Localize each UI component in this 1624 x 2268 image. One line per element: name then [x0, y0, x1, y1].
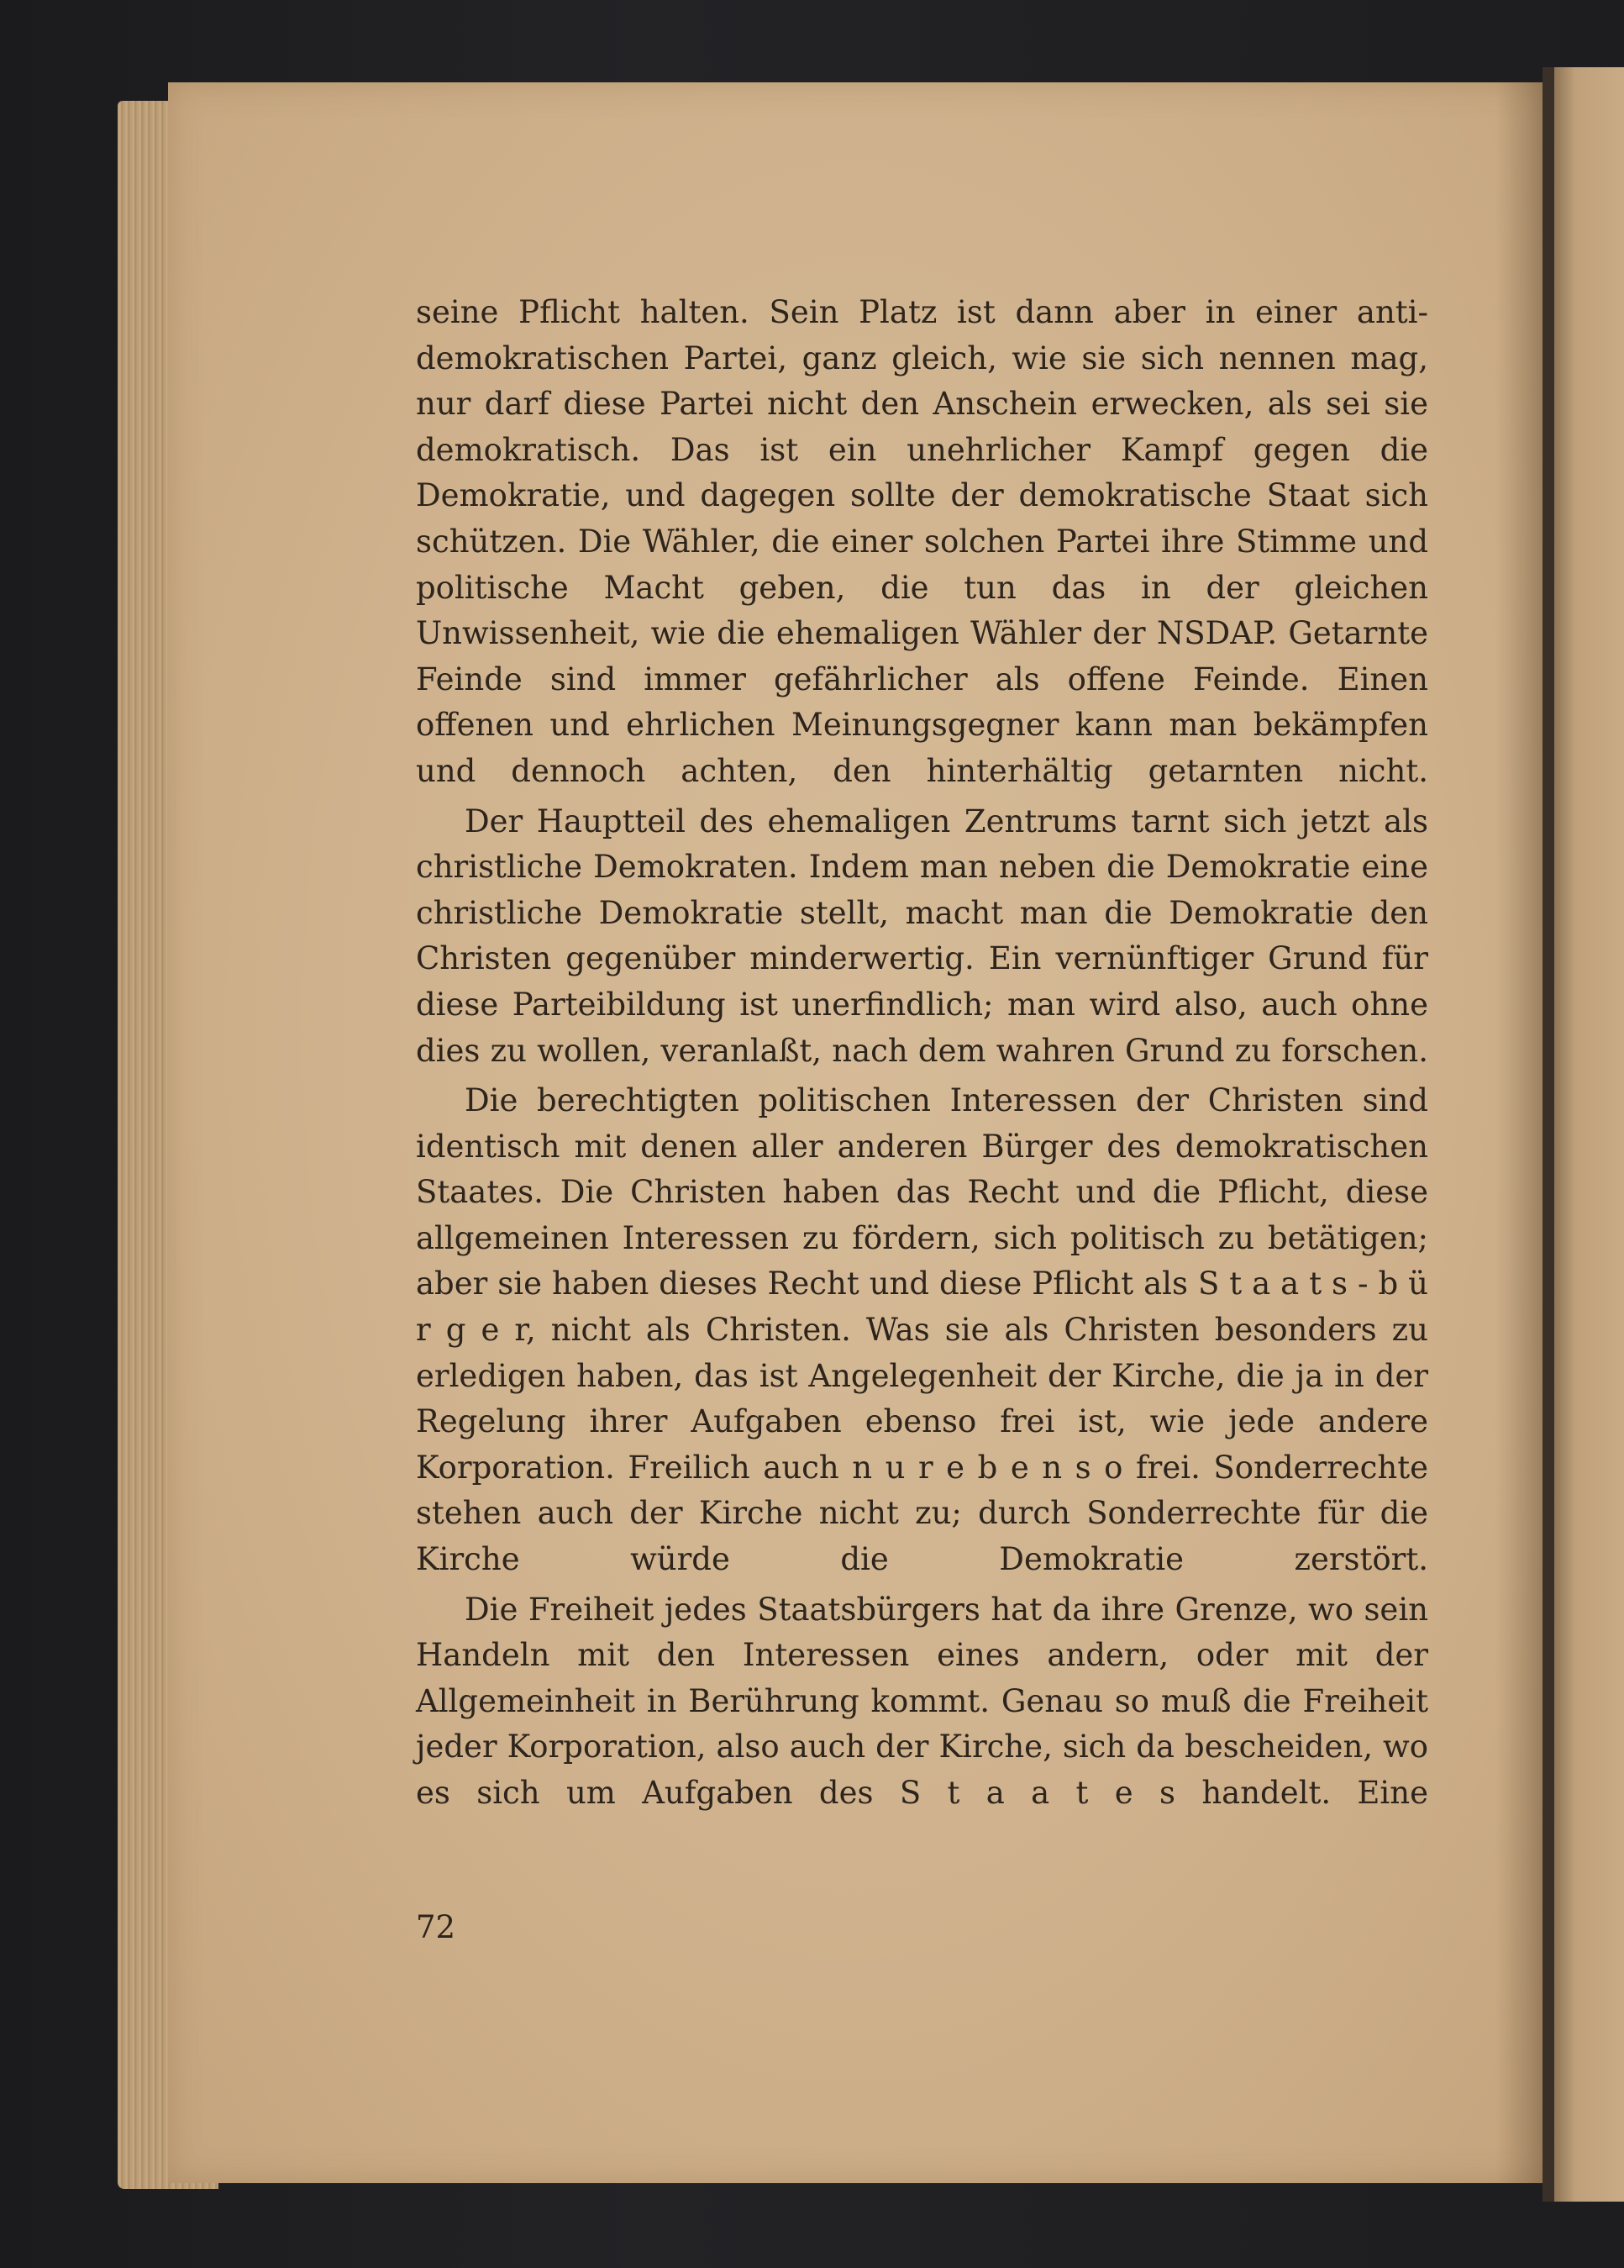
facing-page-edge [1554, 67, 1624, 2202]
paragraph-3: Die berechtigten politischen Interessen der Christen sind identisch mit denen aller anderen Bürger des demokratischen Staates. Die Christen haben das Recht und die Pflicht, diese allgemeinen Interessen zu fördern, sich politisch zu betätigen; aber sie haben dieses Recht und diese Pflicht als S t a a t s - b ü r g e r, nicht als Christen. Was sie als Christen besonders zu erledigen haben, das ist Angelegenheit der Kirche, die ja in der Regelung ihrer Aufgaben ebenso frei ist, wie jede andere Korporation. Freilich auch n u r e b e n s o frei. Sonderrechte stehen auch der Kirche nicht zu; durch Sonderrechte für die Kirche würde die Demokratie zerstört. [416, 1082, 1428, 1578]
paragraph-2: Der Hauptteil des ehemaligen Zentrums tarnt sich jetzt als christliche Demokraten. Indem man neben die Demokratie eine christliche Demokratie stellt, macht man die Demokratie den Christen gegenüber minderwertig. Ein vernünftiger Grund für diese Parteibildung ist unerfindlich; man wird also, auch ohne dies zu wollen, veranlaßt, nach dem wahren Grund zu forschen. [416, 802, 1428, 1069]
paragraph-1: seine Pflicht halten. Sein Platz ist dann aber in einer anti-demokratischen Partei, ganz gleich, wie sie sich nennen mag, nur darf diese Partei nicht den Anschein erwecken, als sei sie demokratisch. Das ist ein unehrlicher Kampf gegen die Demokratie, und dagegen sollte der demokratische Staat sich schützen. Die Wähler, die einer solchen Partei ihre Stimme und politische Macht geben, die tun das in der gleichen Unwissenheit, wie die ehemaligen Wähler der NSDAP. Getarnte Feinde sind immer gefährlicher als offene Feinde. Einen offenen und ehrlichen Meinungsgegner kann man bekämpfen und dennoch achten, den hinterhältig getarnten nicht. [416, 294, 1428, 789]
paragraph-4: Die Freiheit jedes Staatsbürgers hat da ihre Grenze, wo sein Handeln mit den Interessen eines andern, oder mit der Allgemeinheit in Berührung kommt. Genau so muß die Freiheit jeder Korporation, also auch der Kirche, sich da bescheiden, wo es sich um Aufgaben des S t a a t e s handelt. Eine [416, 1591, 1428, 1811]
body-text [416, 290, 1428, 1817]
page-number: 72 [416, 1909, 456, 1945]
